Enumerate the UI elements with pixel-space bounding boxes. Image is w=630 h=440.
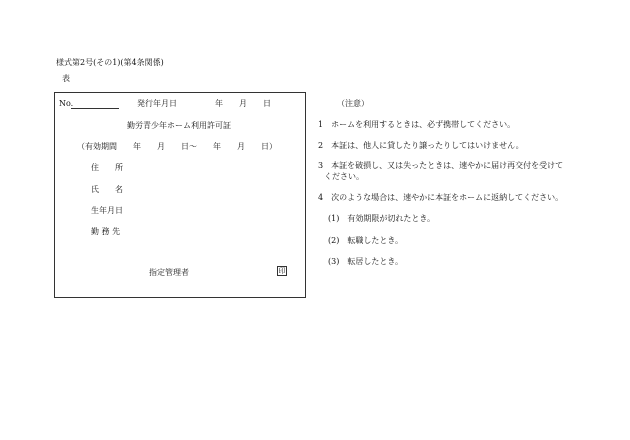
number-blank-line bbox=[71, 108, 119, 109]
issue-date-label: 発行年月日 bbox=[137, 99, 177, 108]
side-label: 表 bbox=[62, 74, 70, 83]
note-item-1: 1 ホームを利用するときは、必ず携帯してください。 bbox=[318, 120, 516, 129]
note-item-3: 3 本証を破損し、又は失ったときは、速やかに届け再交付を受けて bbox=[318, 161, 564, 170]
note-item-3-continuation: ください。 bbox=[324, 172, 364, 181]
manager-label: 指定管理者 bbox=[149, 268, 189, 277]
note-sub-item-3: (3) 転居したとき。 bbox=[328, 257, 404, 266]
field-address-label: 住 所 bbox=[91, 163, 123, 172]
note-item-2: 2 本証は、他人に貸したり譲ったりしてはいけません。 bbox=[318, 141, 524, 150]
validity-period: （有効期間 年 月 日〜 年 月 日） bbox=[77, 142, 277, 151]
note-sub-item-2: (2) 転職したとき。 bbox=[328, 236, 404, 245]
field-workplace-label: 勤 務 先 bbox=[91, 227, 121, 236]
seal-icon: 印 bbox=[278, 267, 286, 275]
field-name-label: 氏 名 bbox=[91, 185, 123, 194]
permit-card bbox=[54, 92, 306, 298]
issue-date-blank: 年 月 日 bbox=[215, 99, 271, 108]
note-sub-item-1: (1) 有効期限が切れたとき。 bbox=[328, 214, 436, 223]
note-item-4: 4 次のような場合は、速やかに本証をホームに返納してください。 bbox=[318, 193, 564, 202]
field-birthdate-label: 生年月日 bbox=[91, 206, 123, 215]
form-title: 様式第2号(その1)(第4条関係) bbox=[56, 58, 164, 67]
number-label: No. bbox=[59, 99, 74, 108]
card-title: 勤労青少年ホーム利用許可証 bbox=[127, 121, 231, 130]
notes-heading: （注意） bbox=[337, 99, 369, 108]
